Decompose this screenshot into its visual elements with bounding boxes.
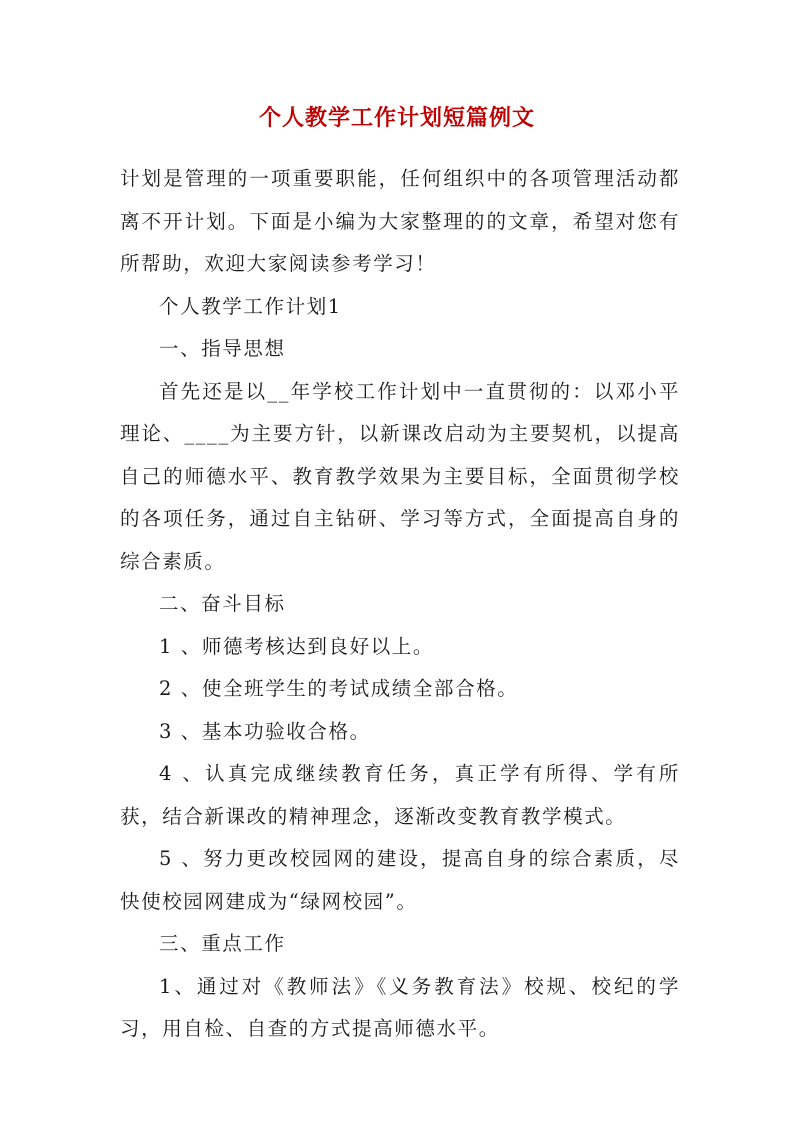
goal-item-5: 5 、努力更改校园网的建设，提高自身的综合素质，尽快使校园网建成为“绿网校园”。: [120, 847, 680, 913]
section-heading-key-work: 三、重点工作: [159, 932, 286, 955]
goal-item-2: 2 、使全班学生的考试成绩全部合格。: [159, 677, 519, 700]
document-title: 个人教学工作计划短篇例文: [258, 105, 535, 131]
section-heading-goals: 二、奋斗目标: [159, 592, 286, 615]
key-work-item-1: 1、通过对《教师法》《义务教育法》校规、校纪的学习，用自检、自查的方式提高师德水平。: [120, 974, 680, 1040]
document-body: [120, 158, 680, 1051]
section-heading-guiding-thought: 一、指导思想: [159, 337, 286, 360]
goal-item-4: 4 、认真完成继续教育任务，真正学有所得、学有所获，结合新课改的精神理念，逐渐改变教育教学模式。: [120, 762, 680, 828]
intro-paragraph: 计划是管理的一项重要职能，任何组织中的各项管理活动都离不开计划。下面是小编为大家整理的的文章，希望对您有所帮助，欢迎大家阅读参考学习！: [120, 167, 680, 275]
goal-item-1: 1 、师德考核达到良好以上。: [159, 634, 435, 658]
goal-item-3: 3 、基本功验收合格。: [159, 719, 371, 743]
section-heading-plan-1: 个人教学工作计划1: [159, 294, 342, 318]
guiding-thought-paragraph: 首先还是以__年学校工作计划中一直贯彻的：以邓小平理论、____为主要方针，以新课改启动为主要契机，以提高自己的师德水平、教育教学效果为主要目标，全面贯彻学校的各项任务，通过自主钻研、学习等方式，全面提高自身的综合素质。: [120, 379, 680, 573]
